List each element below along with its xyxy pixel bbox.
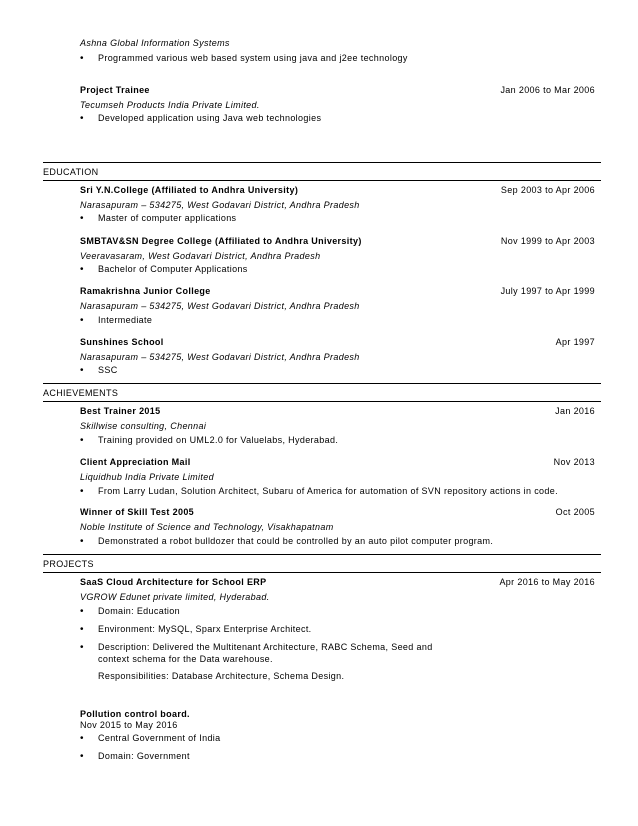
section-heading-achievements: ACHIEVEMENTS: [43, 388, 119, 398]
bullet-text: Master of computer applications: [98, 213, 237, 223]
bullet-text: Intermediate: [98, 315, 153, 325]
achievement-org: Skillwise consulting, Chennai: [80, 421, 207, 431]
school-name: Ramakrishna Junior College: [80, 286, 211, 296]
bullet-icon: •: [80, 315, 84, 326]
project-dates: Nov 2015 to May 2016: [80, 720, 178, 730]
responsibilities-text: Responsibilities: Database Architecture, Schema Design.: [98, 671, 345, 681]
section-divider: [43, 383, 601, 384]
bullet-icon: •: [80, 642, 84, 653]
job-dates: Jan 2006 to Mar 2006: [500, 85, 595, 95]
section-heading-education: EDUCATION: [43, 167, 99, 177]
project-title: Pollution control board.: [80, 709, 190, 719]
bullet-icon: •: [80, 213, 84, 224]
bullet-icon: •: [80, 53, 84, 64]
bullet-text: Bachelor of Computer Applications: [98, 264, 248, 274]
bullet-text: Environment: MySQL, Sparx Enterprise Architect.: [98, 624, 312, 634]
bullet-icon: •: [80, 435, 84, 446]
school-location: Narasapuram – 534275, West Godavari District, Andhra Pradesh: [80, 301, 360, 311]
achievement-date: Jan 2016: [555, 406, 595, 416]
bullet-text: Domain: Government: [98, 751, 190, 761]
school-dates: Sep 2003 to Apr 2006: [500, 185, 595, 195]
achievement-date: Nov 2013: [553, 457, 595, 467]
school-dates: Nov 1999 to Apr 2003: [500, 236, 595, 246]
achievement-title: Client Appreciation Mail: [80, 457, 191, 467]
school-name: Sunshines School: [80, 337, 164, 347]
bullet-text-continued: context schema for the Data warehouse.: [98, 654, 273, 664]
school-location: Veeravasaram, West Godavari District, Andhra Pradesh: [80, 251, 321, 261]
bullet-icon: •: [80, 113, 84, 124]
achievement-title: Winner of Skill Test 2005: [80, 507, 195, 517]
achievement-title: Best Trainer 2015: [80, 406, 161, 416]
bullet-text: Developed application using Java web technologies: [98, 113, 322, 123]
bullet-text: Domain: Education: [98, 606, 180, 616]
school-name: Sri Y.N.College (Affiliated to Andhra University): [80, 185, 299, 195]
section-divider: [43, 572, 601, 573]
school-dates: July 1997 to Apr 1999: [500, 286, 595, 296]
bullet-icon: •: [80, 751, 84, 762]
bullet-icon: •: [80, 606, 84, 617]
bullet-icon: •: [80, 536, 84, 547]
project-title: SaaS Cloud Architecture for School ERP: [80, 577, 267, 587]
achievement-date: Oct 2005: [555, 507, 595, 517]
section-divider: [43, 162, 601, 163]
school-location: Narasapuram – 534275, West Godavari District, Andhra Pradesh: [80, 352, 360, 362]
bullet-text: Description: Delivered the Multitenant Architecture, RABC Schema, Seed and: [98, 642, 433, 652]
project-org: VGROW Edunet private limited, Hyderabad.: [80, 592, 270, 602]
bullet-text: Programmed various web based system using java and j2ee technology: [98, 53, 408, 63]
section-heading-projects: PROJECTS: [43, 559, 94, 569]
job-title: Project Trainee: [80, 85, 150, 95]
bullet-icon: •: [80, 486, 84, 497]
company-name: Tecumseh Products India Private Limited.: [80, 100, 260, 110]
company-name: Ashna Global Information Systems: [80, 38, 230, 48]
achievement-org: Noble Institute of Science and Technology, Visakhapatnam: [80, 522, 334, 532]
school-name: SMBTAV&SN Degree College (Affiliated to Andhra University): [80, 236, 362, 246]
bullet-icon: •: [80, 733, 84, 744]
bullet-text: Demonstrated a robot bulldozer that could be controlled by an auto pilot computer program.: [98, 536, 494, 546]
school-dates: Apr 1997: [555, 337, 595, 347]
bullet-icon: •: [80, 624, 84, 635]
bullet-icon: •: [80, 264, 84, 275]
bullet-icon: •: [80, 365, 84, 376]
section-divider: [43, 401, 601, 402]
bullet-text: From Larry Ludan, Solution Architect, Subaru of America for automation of SVN repository actions in code.: [98, 486, 558, 496]
bullet-text: Training provided on UML2.0 for Valuelabs, Hyderabad.: [98, 435, 339, 445]
project-dates: Apr 2016 to May 2016: [499, 577, 595, 587]
achievement-org: Liquidhub India Private Limited: [80, 472, 214, 482]
school-location: Narasapuram – 534275, West Godavari District, Andhra Pradesh: [80, 200, 360, 210]
section-divider: [43, 180, 601, 181]
bullet-text: Central Government of India: [98, 733, 221, 743]
section-divider: [43, 554, 601, 555]
bullet-text: SSC: [98, 365, 118, 375]
